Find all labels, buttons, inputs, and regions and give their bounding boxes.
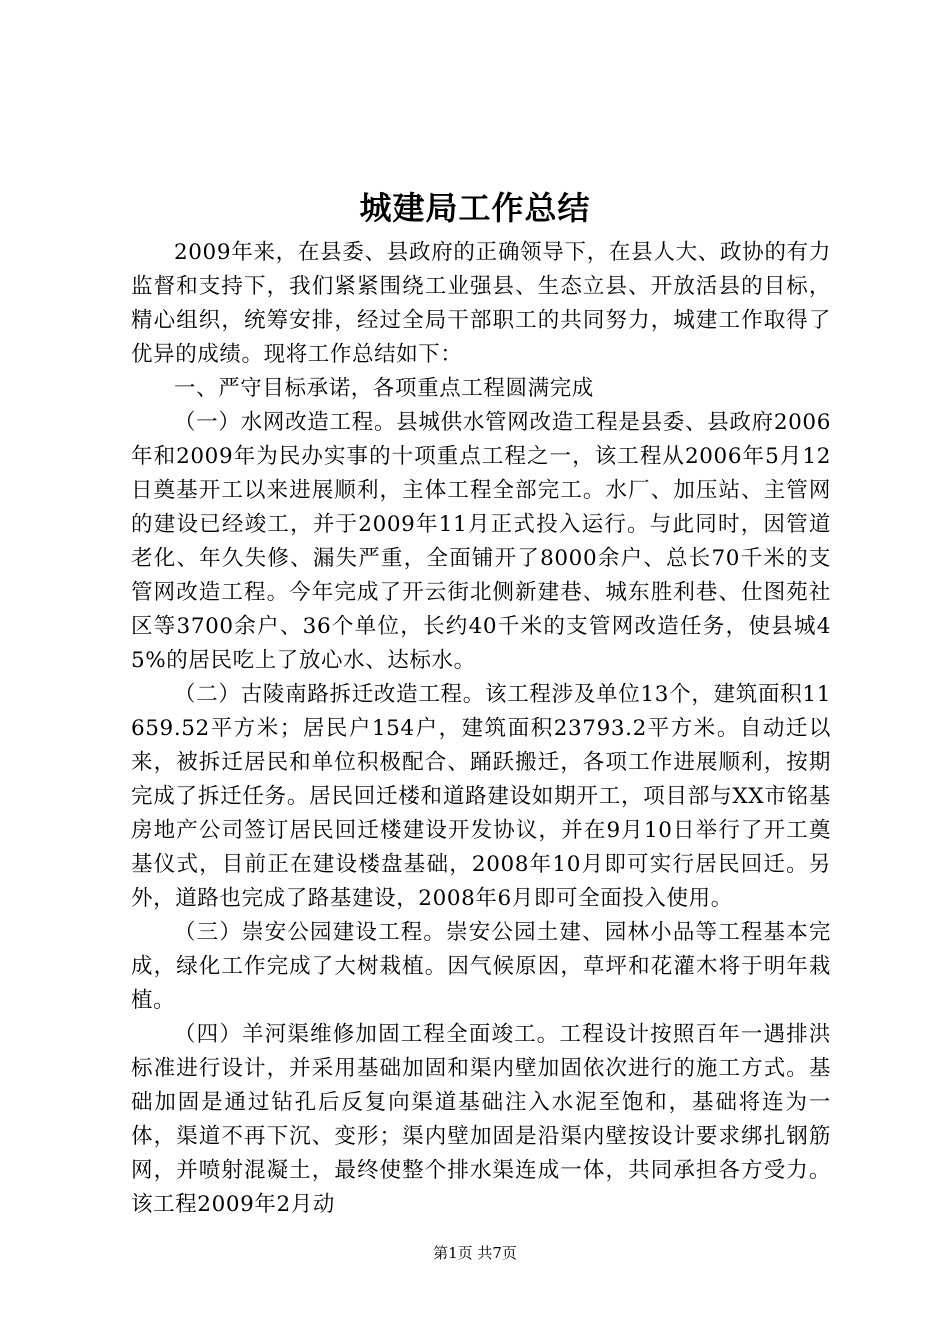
chongan-park-paragraph: （三）崇安公园建设工程。崇安公园土建、园林小品等工程基本完成，绿化工作完成了大树栽植。因气候原因，草坪和花灌木将于明年栽植。 <box>131 920 831 1013</box>
page-number-footer: 第1页 共7页 <box>433 1244 517 1262</box>
section-heading-1: 一、严守目标承诺，各项重点工程圆满完成 <box>174 376 594 401</box>
intro-paragraph: 2009年来，在县委、县政府的正确领导下，在县人大、政协的有力监督和支持下，我们紧紧围绕工业强县、生态立县、开放活县的目标，精心组织，统筹安排，经过全局干部职工的共同努力，城建工作取得了优异的成绩。现将工作总结如下： <box>131 240 831 367</box>
yanghe-canal-paragraph: （四）羊河渠维修加固工程全面竣工。工程设计按照百年一遇排洪标准进行设计，并采用基础加固和渠内壁加固依次进行的施工方式。基础加固是通过钻孔后反复向渠道基础注入水泥至饱和，基础将连为一体，渠道不再下沉、变形；渠内壁加固是沿渠内壁按设计要求绑扎钢筋网，并喷射混凝土，最终使整个排水渠连成一体，共同承担各方受力。该工程2009年2月动 <box>131 1022 831 1217</box>
document-body <box>131 236 831 1222</box>
water-network-paragraph: （一）水网改造工程。县城供水管网改造工程是县委、县政府2006年和2009年为民办实事的十项重点工程之一，该工程从2006年5月12日奠基开工以来进展顺利，主体工程全部完工。水厂、加压站、主管网的建设已经竣工，并于2009年11月正式投入运行。与此同时，因管道老化、年久失修、漏失严重，全面铺开了8000余户、总长70千米的支管网改造工程。今年完成了开云街北侧新建巷、城东胜利巷、仕图苑社区等3700余户、36个单位，长约40千米的支管网改造任务，使县城45%的居民吃上了放心水、达标水。 <box>131 410 831 673</box>
document-title: 城建局工作总结 <box>359 189 591 227</box>
guling-road-paragraph: （二）古陵南路拆迁改造工程。该工程涉及单位13个，建筑面积11659.52平方米；居民户154户，建筑面积23793.2平方米。自动迁以来，被拆迁居民和单位积极配合、踊跃搬迁，各项工作进展顺利，按期完成了拆迁任务。居民回迁楼和道路建设如期开工，项目部与XX市铭基房地产公司签订居民回迁楼建设开发协议，并在9月10日举行了开工奠基仪式，目前正在建设楼盘基础，2008年10月即可实行居民回迁。另外，道路也完成了路基建设，2008年6月即可全面投入使用。 <box>131 682 831 911</box>
